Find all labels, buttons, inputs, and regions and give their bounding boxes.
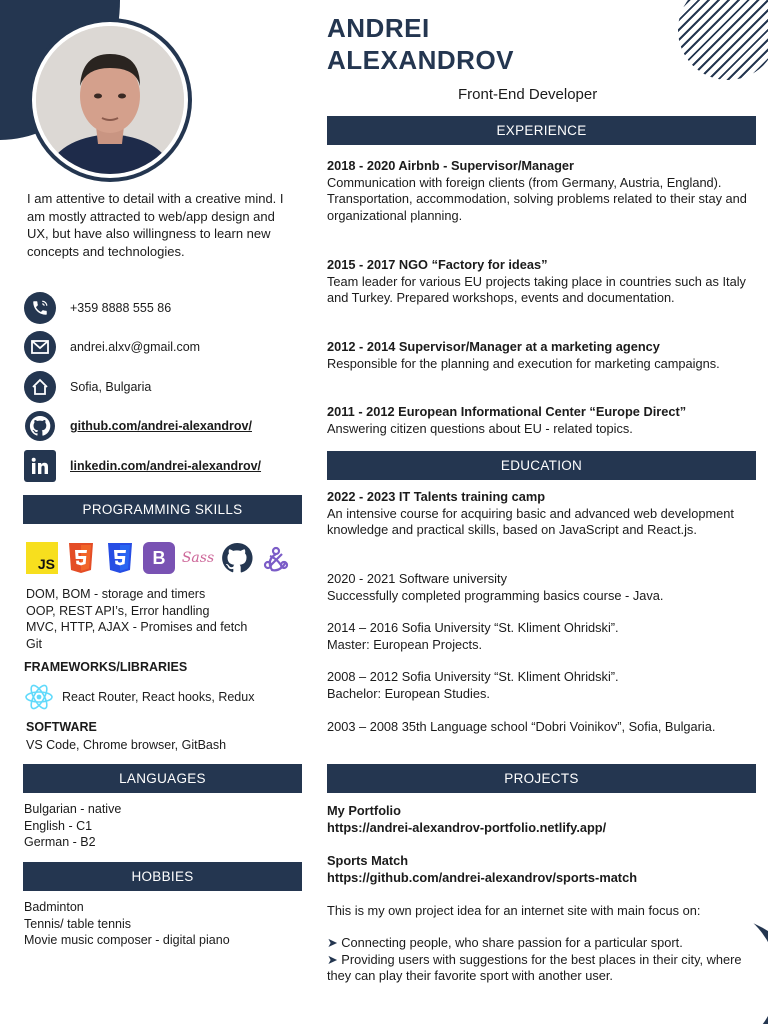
software-text: VS Code, Chrome browser, GitBash xyxy=(26,738,227,752)
phone-number[interactable]: +359 8888 555 86 xyxy=(70,301,172,315)
html5-icon xyxy=(65,542,97,574)
skill-line: MVC, HTTP, AJAX - Promises and fetch xyxy=(26,620,248,634)
job-title: Front-End Developer xyxy=(458,86,598,103)
profile-photo xyxy=(36,26,184,174)
experience-line: Team leader for various EU projects taking place in countries such as Italy and Turkey. Prepared workshops, events and documentation. xyxy=(327,273,746,305)
project-item xyxy=(327,853,757,886)
react-icon xyxy=(24,683,54,711)
education-text: An intensive course for acquiring basic and advanced web development knowledge and practical skills, based on JavaScript and React.js. xyxy=(327,505,734,537)
language-item: English - C1 xyxy=(24,818,93,833)
education-item xyxy=(327,719,727,736)
hobby-item: Badminton xyxy=(24,900,84,914)
sass-icon xyxy=(182,542,214,574)
languages-list xyxy=(24,801,121,851)
project-bullets xyxy=(327,935,757,985)
project-item xyxy=(327,803,757,836)
contact-location xyxy=(24,371,151,403)
js-icon xyxy=(26,542,58,574)
hobbies-list xyxy=(24,899,230,949)
education-line: Bachelor: European Studies. xyxy=(327,685,490,701)
profile-photo-frame xyxy=(28,18,192,182)
language-item: Bulgarian - native xyxy=(24,802,122,816)
project-name: Sports Match xyxy=(327,853,409,868)
experience-item xyxy=(327,339,757,372)
experience-item xyxy=(327,158,757,224)
hatch-decoration xyxy=(678,0,768,80)
project-url[interactable]: https://andrei-alexandrov-portfolio.netlify.app/ xyxy=(327,819,607,835)
mail-icon xyxy=(24,331,56,363)
linkedin-link[interactable]: linkedin.com/andrei-alexandrov/ xyxy=(70,459,262,473)
education-line: 2003 – 2008 35th Language school “Dobri Voinikov”, Sofia, Bulgaria. xyxy=(327,719,716,734)
experience-line: Communication with foreign clients (from Germany, Austria, England). xyxy=(327,174,722,190)
education-line: 2020 - 2021 Software university xyxy=(327,571,507,586)
hobby-item: Tennis/ table tennis xyxy=(24,916,132,931)
programming-skills-header: PROGRAMMING SKILLS xyxy=(23,495,302,524)
experience-line: Responsible for the planning and execution for marketing campaigns. xyxy=(327,355,720,371)
linkedin-icon xyxy=(24,450,56,482)
location-text: Sofia, Bulgaria xyxy=(70,380,152,394)
bullet-arrow-icon: ➤ xyxy=(327,935,338,950)
education-item xyxy=(327,489,757,539)
software-heading: SOFTWARE xyxy=(26,720,97,734)
email-address[interactable]: andrei.alxv@gmail.com xyxy=(70,340,201,354)
project-intro: This is my own project idea for an internet site with main focus on: xyxy=(327,903,701,918)
skill-line: OOP, REST API’s, Error handling xyxy=(26,603,210,618)
bootstrap-icon xyxy=(143,542,175,574)
github-icon xyxy=(221,542,253,574)
experience-item xyxy=(327,404,757,437)
skills-icon-row xyxy=(26,542,292,574)
education-header: EDUCATION xyxy=(327,451,756,480)
frameworks-row xyxy=(24,683,254,711)
skill-line: Git xyxy=(26,636,42,651)
name-line1: ANDREI xyxy=(327,13,430,43)
experience-title: 2012 - 2014 Supervisor/Manager at a marketing agency xyxy=(327,339,660,354)
bullet-item xyxy=(327,935,757,952)
contact-phone xyxy=(24,292,171,324)
education-item xyxy=(327,620,757,653)
hobbies-header: HOBBIES xyxy=(23,862,302,891)
skills-list xyxy=(26,586,306,652)
hobby-item: Movie music composer - digital piano xyxy=(24,933,230,947)
github-icon xyxy=(24,410,56,442)
contact-github xyxy=(24,410,252,442)
experience-header: EXPERIENCE xyxy=(327,116,756,145)
skill-line: DOM, BOM - storage and timers xyxy=(26,587,206,601)
bullet-item xyxy=(327,952,757,985)
education-title: 2022 - 2023 IT Talents training camp xyxy=(327,489,546,504)
experience-item xyxy=(327,257,757,307)
bootstrap-label: B xyxy=(152,547,166,568)
frameworks-text: React Router, React hooks, Redux xyxy=(62,690,255,704)
full-name xyxy=(327,12,514,76)
contact-email xyxy=(24,331,200,363)
bullet-arrow-icon: ➤ xyxy=(327,951,338,967)
projects-header: PROJECTS xyxy=(327,764,756,793)
bullet-text: Connecting people, who share passion for a particular sport. xyxy=(341,935,683,950)
phone-icon xyxy=(24,292,56,324)
languages-header: LANGUAGES xyxy=(23,764,302,793)
bullet-text: Providing users with suggestions for the best places in their city, where they can play their favorite sport with another user. xyxy=(327,951,742,983)
contact-linkedin xyxy=(24,450,261,482)
language-item: German - B2 xyxy=(24,835,96,849)
home-icon xyxy=(24,371,56,403)
experience-line: Answering citizen questions about EU - related topics. xyxy=(327,420,633,436)
education-line: 2008 – 2012 Sofia University “St. Kliment Ohridski”. xyxy=(327,669,619,684)
name-line2: ALEXANDROV xyxy=(327,45,515,75)
education-line: 2014 – 2016 Sofia University “St. Kliment Ohridski”. xyxy=(327,620,619,635)
frameworks-heading: FRAMEWORKS/LIBRARIES xyxy=(24,660,188,674)
github-link[interactable]: github.com/andrei-alexandrov/ xyxy=(70,419,252,433)
experience-title: 2011 - 2012 European Informational Center “Europe Direct” xyxy=(327,404,687,419)
experience-title: 2018 - 2020 Airbnb - Supervisor/Manager xyxy=(327,158,575,173)
education-item xyxy=(327,571,757,604)
redux-icon xyxy=(260,542,292,574)
education-line: Master: European Projects. xyxy=(327,636,483,652)
js-label: JS xyxy=(37,556,55,572)
experience-line: Transportation, accommodation, solving problems related to their stay and organizational planning. xyxy=(327,191,747,223)
experience-title: 2015 - 2017 NGO “Factory for ideas” xyxy=(327,257,548,272)
css3-icon xyxy=(104,542,136,574)
about-text: I am attentive to detail with a creative mind. I am mostly attracted to web/app design and UX, but have also willingness to learn new concepts and technologies. xyxy=(27,191,284,259)
sass-label: Sass xyxy=(181,550,215,566)
education-item xyxy=(327,669,757,702)
education-line: Successfully completed programming basics course - Java. xyxy=(327,587,664,603)
project-name: My Portfolio xyxy=(327,803,401,818)
project-url[interactable]: https://github.com/andrei-alexandrov/sports-match xyxy=(327,869,638,885)
